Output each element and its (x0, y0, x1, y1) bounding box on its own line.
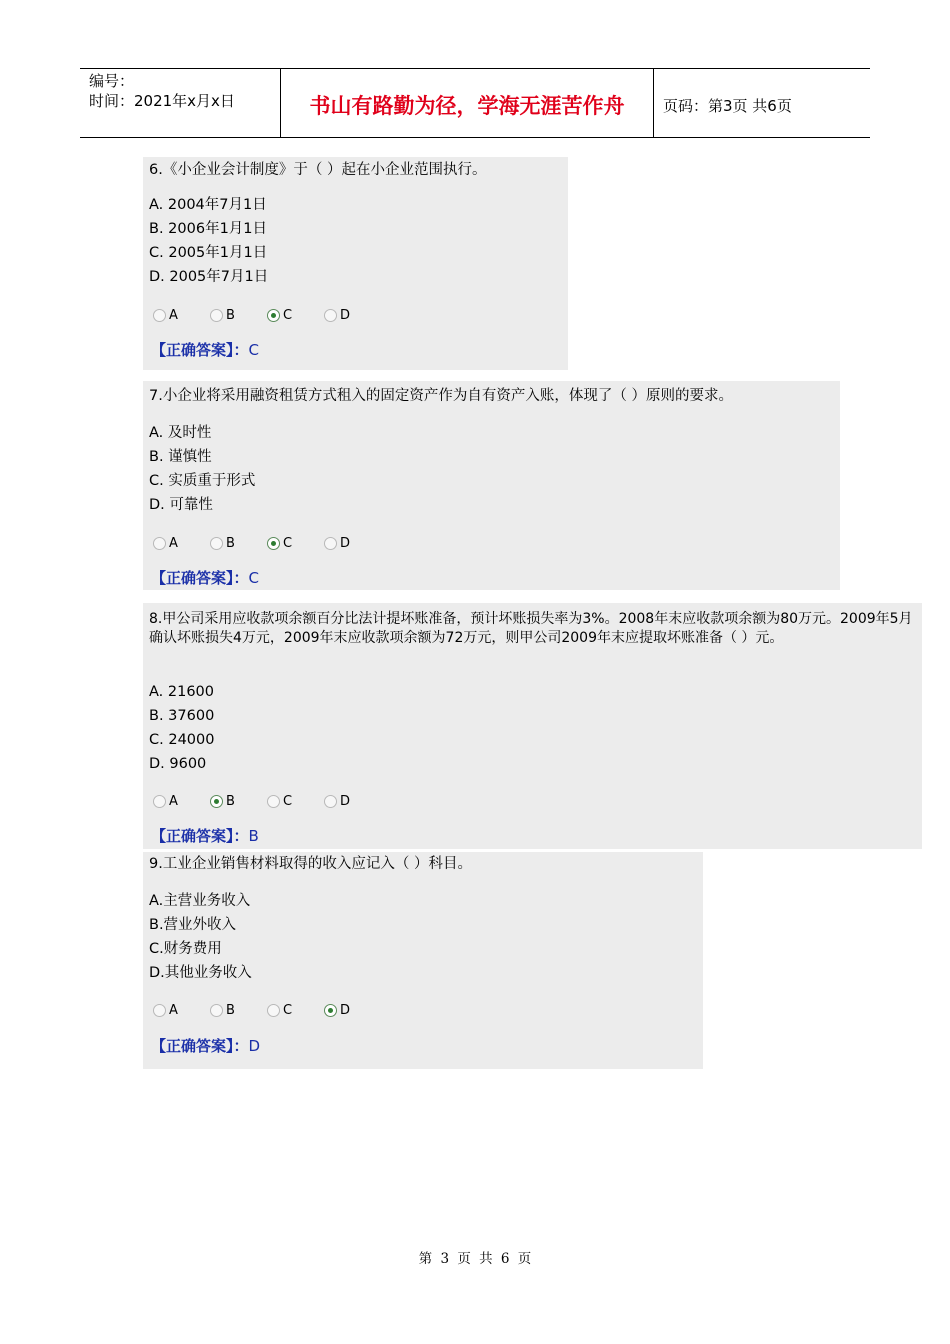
radio-circle-icon[interactable] (267, 1004, 280, 1017)
radio-circle-icon[interactable] (210, 309, 223, 322)
answer-radio-group (153, 308, 381, 323)
page-footer: 第 3 页 共 6 页 (418, 1251, 532, 1267)
option-a: A. 2004年7月1日 (149, 197, 267, 213)
page-header (80, 68, 870, 138)
radio-label: A (169, 536, 178, 551)
radio-c[interactable] (267, 308, 324, 323)
radio-d[interactable] (324, 536, 381, 551)
radio-a[interactable] (153, 536, 210, 551)
radio-b[interactable] (210, 536, 267, 551)
option-a: A. 21600 (149, 684, 215, 700)
radio-checked-icon[interactable] (267, 309, 280, 322)
radio-label: B (226, 794, 235, 809)
radio-circle-icon[interactable] (153, 795, 166, 808)
radio-d[interactable] (324, 1003, 381, 1018)
option-b: B.营业外收入 (149, 917, 237, 933)
radio-label: C (283, 794, 293, 809)
radio-circle-icon[interactable] (210, 537, 223, 550)
radio-b[interactable] (210, 794, 267, 809)
radio-label: D (340, 536, 351, 551)
radio-a[interactable] (153, 794, 210, 809)
option-b: B. 2006年1月1日 (149, 221, 268, 237)
radio-b[interactable] (210, 1003, 267, 1018)
answer-radio-group (153, 794, 381, 809)
answer-radio-group (153, 1003, 381, 1018)
radio-circle-icon[interactable] (210, 1004, 223, 1017)
option-c: C. 实质重于形式 (149, 473, 256, 489)
answer-label: 【正确答案】： (151, 569, 249, 587)
radio-label: D (340, 1003, 351, 1018)
time-label: 时间：2021年x月x日 (89, 92, 235, 110)
answer-value: D (248, 1037, 261, 1055)
radio-a[interactable] (153, 1003, 210, 1018)
option-a: A.主营业务收入 (149, 893, 251, 909)
header-page (654, 69, 870, 137)
question-7 (143, 381, 840, 590)
radio-label: D (340, 794, 351, 809)
question-title: 6.《小企业会计制度》于（ ）起在小企业范围执行。 (149, 162, 487, 178)
answer-label: 【正确答案】： (151, 827, 249, 845)
radio-circle-icon[interactable] (267, 795, 280, 808)
question-6 (143, 157, 568, 370)
radio-c[interactable] (267, 794, 324, 809)
page-label: 页码：第3页 共6页 (663, 96, 792, 115)
question-title: 8.甲公司采用应收款项余额百分比法计提坏账准备，预计坏账损失率为3%。2008年末应收款项余额为80万元。2009年5月确认坏账损失4万元，2009年末应收款项余额为72万元，则甲公司2009年末应提取坏账准备（ ）元。 (149, 611, 913, 646)
option-b: B. 谨慎性 (149, 449, 212, 465)
option-b: B. 37600 (149, 708, 215, 724)
question-title: 7.小企业将采用融资租赁方式租入的固定资产作为自有资产入账，体现了（ ）原则的要求。 (149, 388, 733, 404)
option-a: A. 及时性 (149, 425, 212, 441)
radio-label: C (283, 308, 293, 323)
radio-checked-icon[interactable] (267, 537, 280, 550)
correct-answer (151, 1035, 260, 1056)
radio-label: B (226, 1003, 235, 1018)
number-label: 编号： (89, 72, 135, 90)
radio-d[interactable] (324, 308, 381, 323)
header-meta (80, 69, 281, 137)
radio-label: A (169, 1003, 178, 1018)
radio-label: A (169, 308, 178, 323)
radio-checked-icon[interactable] (324, 1004, 337, 1017)
correct-answer (151, 825, 259, 846)
radio-circle-icon[interactable] (324, 309, 337, 322)
radio-label: B (226, 308, 235, 323)
radio-b[interactable] (210, 308, 267, 323)
option-d: D.其他业务收入 (149, 965, 252, 981)
answer-value: C (248, 569, 259, 587)
radio-circle-icon[interactable] (153, 537, 166, 550)
option-d: D. 9600 (149, 756, 207, 772)
radio-label: D (340, 308, 351, 323)
option-c: C. 24000 (149, 732, 215, 748)
answer-value: B (248, 827, 259, 845)
option-c: C. 2005年1月1日 (149, 245, 268, 261)
radio-c[interactable] (267, 1003, 324, 1018)
radio-circle-icon[interactable] (153, 309, 166, 322)
question-9 (143, 852, 703, 1069)
radio-c[interactable] (267, 536, 324, 551)
correct-answer (151, 567, 259, 588)
radio-label: A (169, 794, 178, 809)
radio-circle-icon[interactable] (324, 795, 337, 808)
answer-radio-group (153, 536, 381, 551)
answer-label: 【正确答案】： (151, 1037, 249, 1055)
radio-checked-icon[interactable] (210, 795, 223, 808)
radio-circle-icon[interactable] (324, 537, 337, 550)
option-d: D. 可靠性 (149, 497, 213, 513)
radio-label: C (283, 1003, 293, 1018)
radio-a[interactable] (153, 308, 210, 323)
answer-label: 【正确答案】： (151, 341, 249, 359)
radio-d[interactable] (324, 794, 381, 809)
motto-text: 书山有路勤为径，学海无涯苦作舟 (309, 93, 625, 118)
header-motto (281, 69, 654, 137)
correct-answer (151, 339, 259, 360)
answer-value: C (248, 341, 259, 359)
option-d: D. 2005年7月1日 (149, 269, 269, 285)
radio-circle-icon[interactable] (153, 1004, 166, 1017)
question-title: 9.工业企业销售材料取得的收入应记入（ ）科目。 (149, 856, 472, 872)
radio-label: B (226, 536, 235, 551)
option-c: C.财务费用 (149, 941, 222, 957)
question-8 (143, 603, 922, 849)
radio-label: C (283, 536, 293, 551)
